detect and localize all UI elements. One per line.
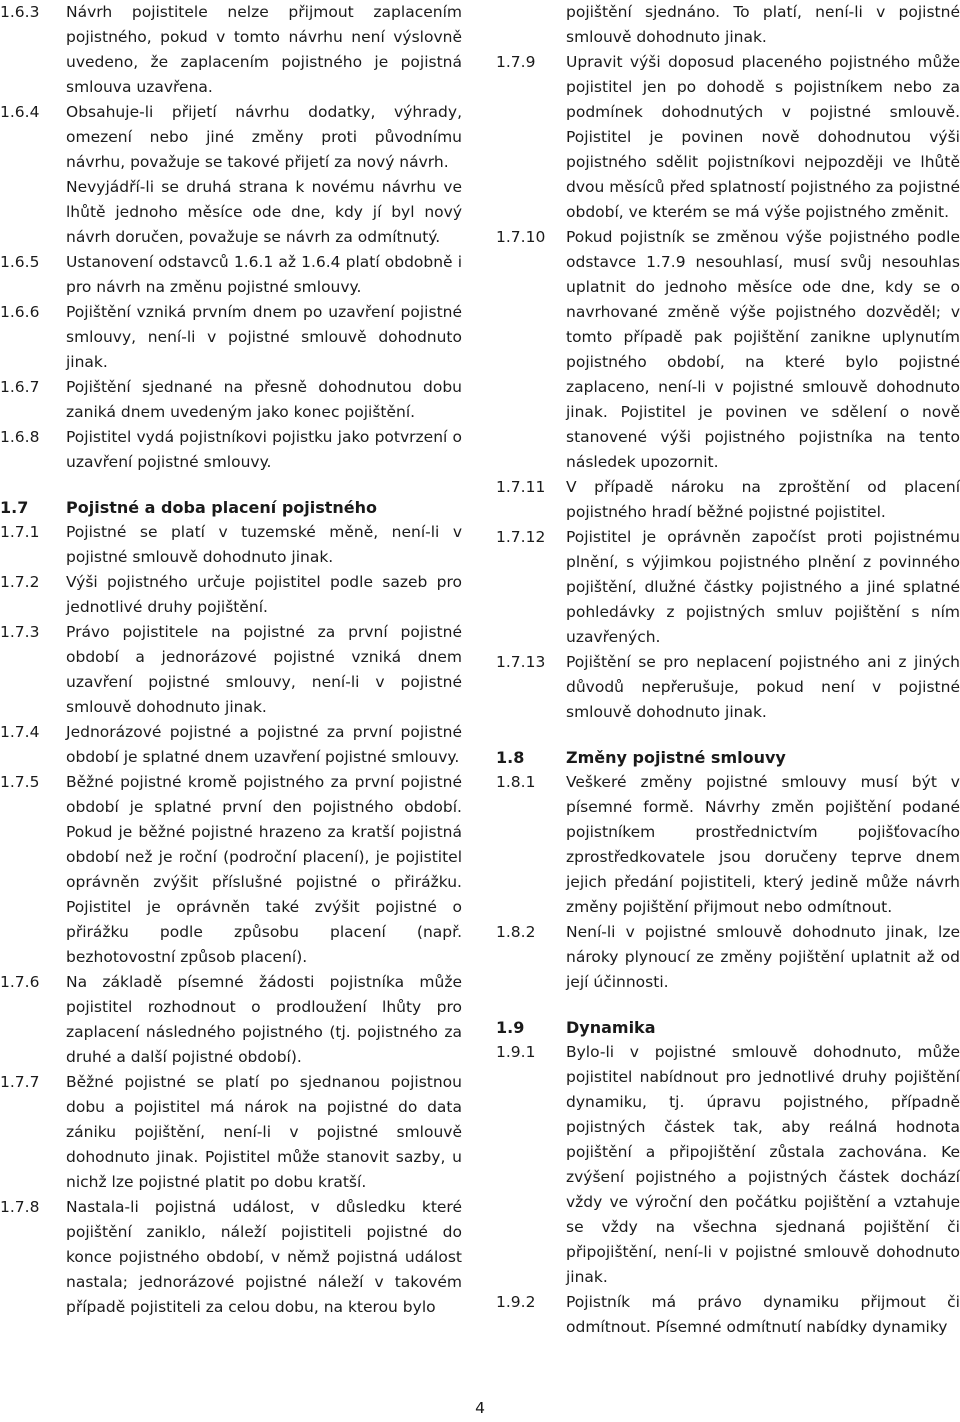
clause-text: Pojistitel vydá pojistníkovi pojistku jako potvrzení o uzavření pojistné smlouvy.: [66, 428, 462, 471]
clause: [0, 1070, 462, 1195]
clause: [0, 720, 462, 770]
clause-number: 1.6.4: [0, 103, 40, 121]
clause-number: 1.7.5: [0, 773, 40, 791]
clause: [0, 620, 462, 720]
left-column: [0, 0, 462, 1320]
clause-number: 1.7.1: [0, 523, 40, 541]
clause: [496, 650, 960, 725]
clause: [496, 525, 960, 650]
clause-text: Ustanovení odstavců 1.6.1 až 1.6.4 platí obdobně i pro návrh na změnu pojistné smlouvy.: [66, 253, 462, 296]
clause: [496, 475, 960, 525]
clause: [496, 1040, 960, 1290]
clause: [496, 50, 960, 225]
clause-number: 1.6.8: [0, 428, 40, 446]
clause: [0, 1195, 462, 1320]
clause-text: Jednorázové pojistné a pojistné za první pojistné období je splatné dnem uzavření pojistné smlouvy.: [66, 723, 462, 766]
clause-text: Právo pojistitele na pojistné za první pojistné období a jednorázové pojistné vzniká dnem uzavření pojistné smlouvy, není-li v pojistné smlouvě dohodnuto jinak.: [66, 623, 462, 716]
clause-number: 1.8.2: [496, 923, 536, 941]
clause: [0, 570, 462, 620]
clause-number: 1.9.1: [496, 1043, 536, 1061]
section-heading: [0, 495, 462, 520]
clause: [496, 920, 960, 995]
clause-text: Pojistník má právo dynamiku přijmout či odmítnout. Písemné odmítnutí nabídky dynamiky: [566, 1293, 960, 1336]
right-column: [496, 0, 960, 1340]
clause-number: 1.6.7: [0, 378, 40, 396]
section-title: Pojistné a doba placení pojistného: [66, 498, 378, 517]
clause-text: Návrh pojistitele nelze přijmout zaplacením pojistného, pokud v tomto návrhu není výslovně uvedeno, že zaplacením pojistného je pojistná smlouva uzavřena.: [66, 3, 462, 96]
clause-text: Běžné pojistné kromě pojistného za první pojistné období je splatné první den pojistného období. Pokud je běžné pojistné hrazeno za kratší pojistná období než je roční (področní placení), je pojistitel oprávněn zvýšit příslušné pojistné o přirážku. Pojistitel je oprávněn také zvýšit pojistné o přirážku podle způsobu placení (např. bezhotovostní způsob placení).: [66, 773, 462, 966]
clause-text: Bylo-li v pojistné smlouvě dohodnuto, může pojistitel nabídnout pro jednotlivé druhy pojištění dynamiku, tj. úpravu pojistného, případně pojistných částek tak, aby reálná hodnota pojištění a připojištění zůstala zachována. Ke zvýšení pojistného a pojistných částek dochází vždy ve výroční den počátku pojištění a vztahuje se vždy na všechna sjednaná pojištění či připojištění, není-li v pojistné smlouvě dohodnuto jinak.: [566, 1043, 960, 1286]
clause-text: V případě nároku na zproštění od placení pojistného hradí běžné pojistné pojistitel.: [566, 478, 960, 521]
clause-text: Pojištění vzniká prvním dnem po uzavření pojistné smlouvy, není-li v pojistné smlouvě dohodnuto jinak.: [66, 303, 462, 371]
clause-number: 1.9.2: [496, 1293, 536, 1311]
continuation-text: pojištění sjednáno. To platí, není-li v pojistné smlouvě dohodnuto jinak.: [566, 3, 960, 46]
clause-number: 1.7.9: [496, 53, 536, 71]
section-heading: [496, 1015, 960, 1040]
clause-number: 1.6.3: [0, 3, 40, 21]
clause-number: 1.7.11: [496, 478, 546, 496]
clause-number: 1.7.13: [496, 653, 546, 671]
clause: [0, 300, 462, 375]
clause: [0, 0, 462, 100]
clause: [0, 250, 462, 300]
clause: [496, 1290, 960, 1340]
clause: [0, 100, 462, 175]
clause-text: Nevyjádří-li se druhá strana k novému návrhu ve lhůtě jednoho měsíce ode dne, kdy jí byl nový návrh doručen, považuje se návrh za odmítnutý.: [66, 178, 462, 246]
section-number: 1.9: [496, 1018, 525, 1037]
clause: [496, 225, 960, 475]
clause: [0, 375, 462, 425]
clause-text: Pojistné se platí v tuzemské měně, není-li v pojistné smlouvě dohodnuto jinak.: [66, 523, 462, 566]
clause: [0, 770, 462, 970]
section-title: Dynamika: [566, 1018, 656, 1037]
clause: [496, 770, 960, 920]
clause: [0, 520, 462, 570]
section-number: 1.8: [496, 748, 525, 767]
clause-text: Výši pojistného určuje pojistitel podle sazeb pro jednotlivé druhy pojištění.: [66, 573, 462, 616]
clause-text: Upravit výši doposud placeného pojistného může pojistitel jen po dohodě s pojistníkem nebo za podmínek dohodnutých v pojistné smlouvě. Pojistitel je povinen nově dohodnutou výši pojistného sdělit pojistníkovi nejpozději ve lhůtě dvou měsíců před splatností pojistného za pojistné období, ve kterém se má výše pojistného změnit.: [566, 53, 960, 221]
clause-number: 1.7.10: [496, 228, 546, 246]
clause-number: 1.6.6: [0, 303, 40, 321]
clause-number: 1.7.3: [0, 623, 40, 641]
clause-number: 1.8.1: [496, 773, 536, 791]
clause-number: 1.7.6: [0, 973, 40, 991]
clause-text: Na základě písemné žádosti pojistníka může pojistitel rozhodnout o prodloužení lhůty pro zaplacení následného pojistného (tj. pojistného za druhé a další pojistné období).: [66, 973, 462, 1066]
clause: [0, 970, 462, 1070]
page-number: 4: [475, 1399, 485, 1417]
clause-text: Veškeré změny pojistné smlouvy musí být v písemné formě. Návrhy změn pojištění podané pojistníkem prostřednictvím pojišťovacího zprostředkovatele jsou doručeny teprve dnem jejich předání pojistiteli, který jedině může návrh změny pojištění přijmout nebo odmítnout.: [566, 773, 960, 916]
clause-text: Pokud pojistník se změnou výše pojistného podle odstavce 1.7.9 nesouhlasí, musí svůj nesouhlas uplatnit do jednoho měsíce ode dne, kdy se o navrhované změně výše pojistného dozvěděl; v tomto případě pak pojištění zanikne uplynutím pojistného období, na které bylo pojistné zaplaceno, není-li v pojistné smlouvě dohodnuto jinak. Pojistitel je povinen ve sdělení o nově stanovené výši pojistného pojistníka na tento následek upozornit.: [566, 228, 960, 471]
clause-number: 1.7.7: [0, 1073, 40, 1091]
clause-number: 1.7.8: [0, 1198, 40, 1216]
clause-number: 1.7.2: [0, 573, 40, 591]
clause: [0, 175, 462, 250]
clause-number: 1.7.12: [496, 528, 546, 546]
clause-text: Pojištění se pro neplacení pojistného ani z jiných důvodů nepřerušuje, pokud není v pojistné smlouvě dohodnuto jinak.: [566, 653, 960, 721]
clause-text: Obsahuje-li přijetí návrhu dodatky, výhrady, omezení nebo jiné změny proti původnímu návrhu, považuje se takové přijetí za nový návrh.: [66, 103, 462, 171]
clause-text: Pojistitel je oprávněn započíst proti pojistnému plnění, s výjimkou pojistného plnění z povinného pojištění, dlužné částky pojistného a jiné splatné pohledávky z pojistných smluv pojištění s ním uzavřených.: [566, 528, 960, 646]
clause-number: 1.7.4: [0, 723, 40, 741]
section-number: 1.7: [0, 498, 29, 517]
clause-text: Není-li v pojistné smlouvě dohodnuto jinak, lze nároky plynoucí ze změny pojištění uplatnit až od její účinnosti.: [566, 923, 960, 991]
clause-text: Pojištění sjednané na přesně dohodnutou dobu zaniká dnem uvedeným jako konec pojištění.: [66, 378, 462, 421]
clause-text: Nastala-li pojistná událost, v důsledku které pojištění zaniklo, náleží pojistiteli pojistné do konce pojistného období, v němž pojistná událost nastala; jednorázové pojistné náleží v takovém případě pojistiteli za celou dobu, na kterou bylo: [66, 1198, 462, 1316]
section-title: Změny pojistné smlouvy: [566, 748, 786, 767]
section-heading: [496, 745, 960, 770]
clause-number: 1.6.5: [0, 253, 40, 271]
clause: [0, 425, 462, 475]
clause-text: Běžné pojistné se platí po sjednanou pojistnou dobu a pojistitel má nárok na pojistné do data zániku pojištění, není-li v pojistné smlouvě dohodnuto jinak. Pojistitel může stanovit sazby, u nichž lze pojistné platit po dobu kratší.: [66, 1073, 462, 1191]
